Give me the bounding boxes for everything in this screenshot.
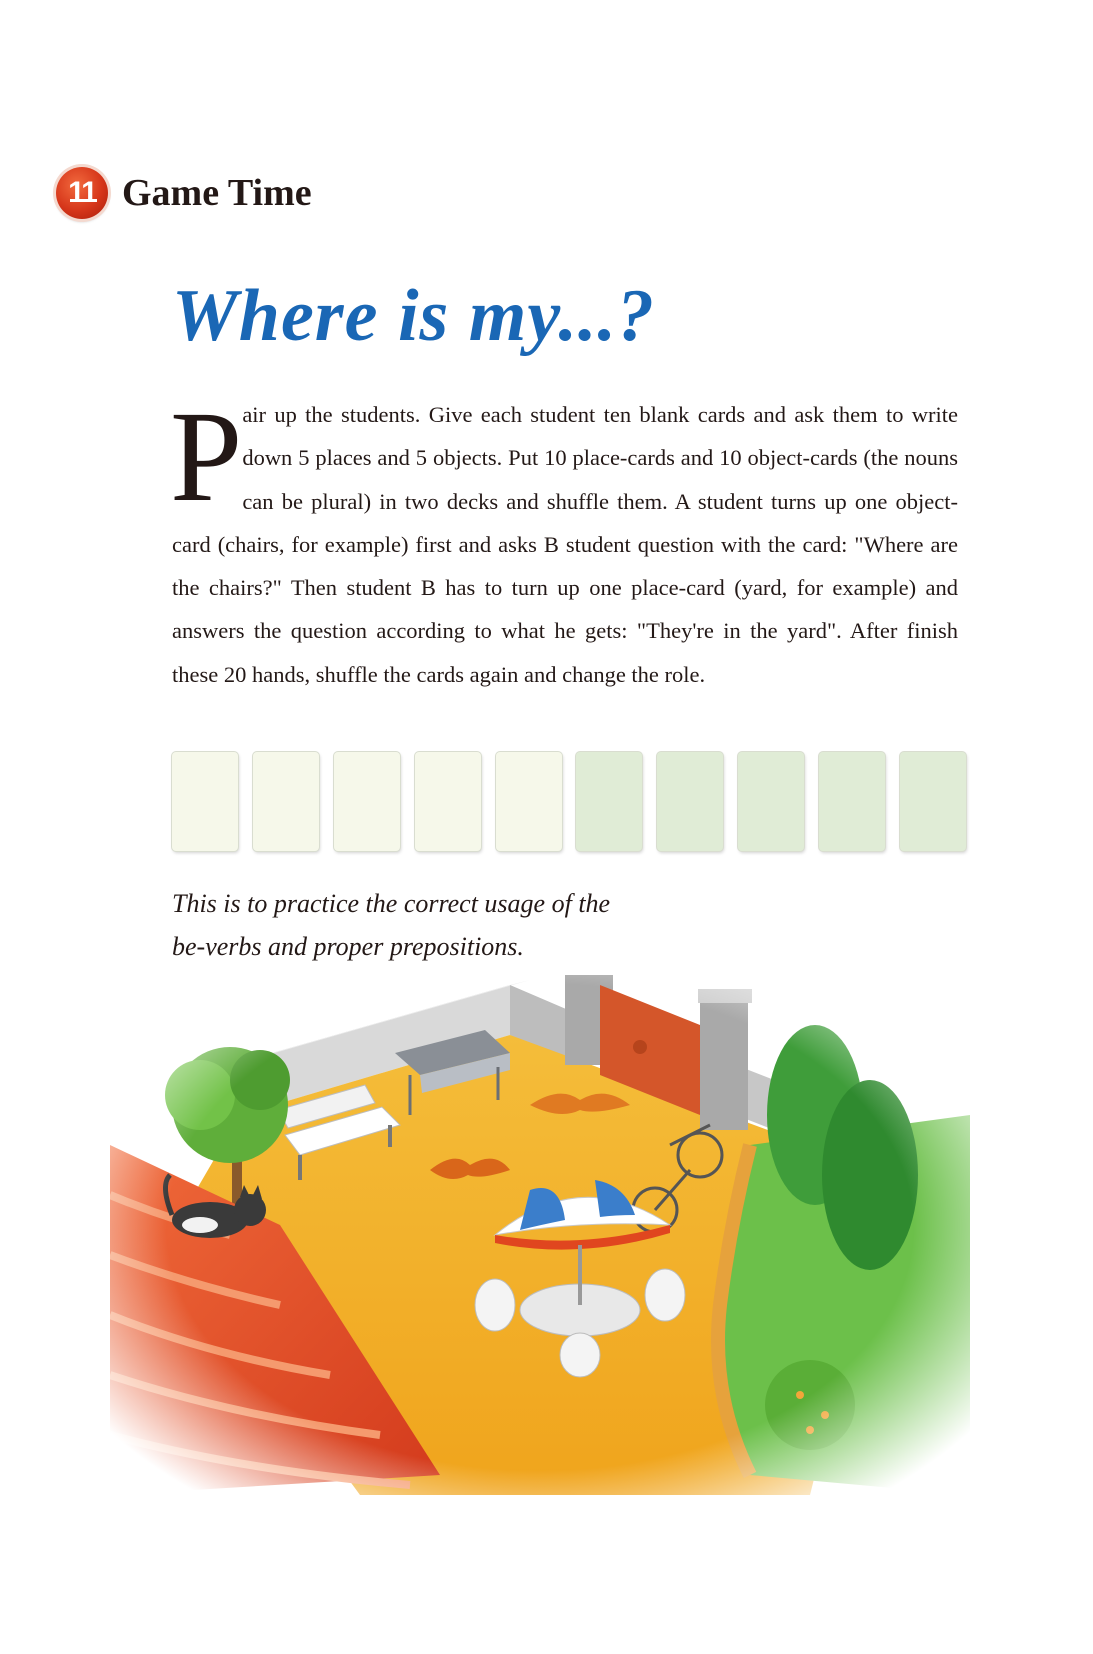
practice-note-line: be-verbs and proper prepositions. [172, 932, 524, 961]
practice-note [172, 882, 692, 968]
object-card [900, 752, 966, 851]
practice-note-line: This is to practice the correct usage of the [172, 889, 611, 918]
yard-illustration [110, 975, 970, 1535]
drop-cap: P [170, 385, 243, 529]
object-card [819, 752, 885, 851]
blank-cards-row [172, 752, 966, 854]
section-title: Game Time [122, 172, 312, 214]
game-title: Where is my...? [172, 275, 655, 357]
object-card [657, 752, 723, 851]
instructions-text: air up the students. Give each student ten blank cards and ask them to write down 5 places and 5 objects. Put 10 place-cards and 10 object-cards (the nouns can be plural) in two decks and shuffle them. A student turns up one object-card (chairs, for example) first and asks B student question with the card: "Where are the chairs?" Then student B has to turn up one place-card (yard, for example) and answers the question according to what he gets: "They're in the yard". After finish these 20 hands, shuffle the cards again and change the role. [172, 402, 958, 687]
place-card [172, 752, 238, 851]
place-card [415, 752, 481, 851]
section-number-badge: 11 [56, 167, 108, 219]
object-card [738, 752, 804, 851]
object-card [576, 752, 642, 851]
section-header [56, 166, 312, 220]
place-card [253, 752, 319, 851]
instructions-paragraph [170, 385, 958, 696]
place-card [334, 752, 400, 851]
place-card [496, 752, 562, 851]
